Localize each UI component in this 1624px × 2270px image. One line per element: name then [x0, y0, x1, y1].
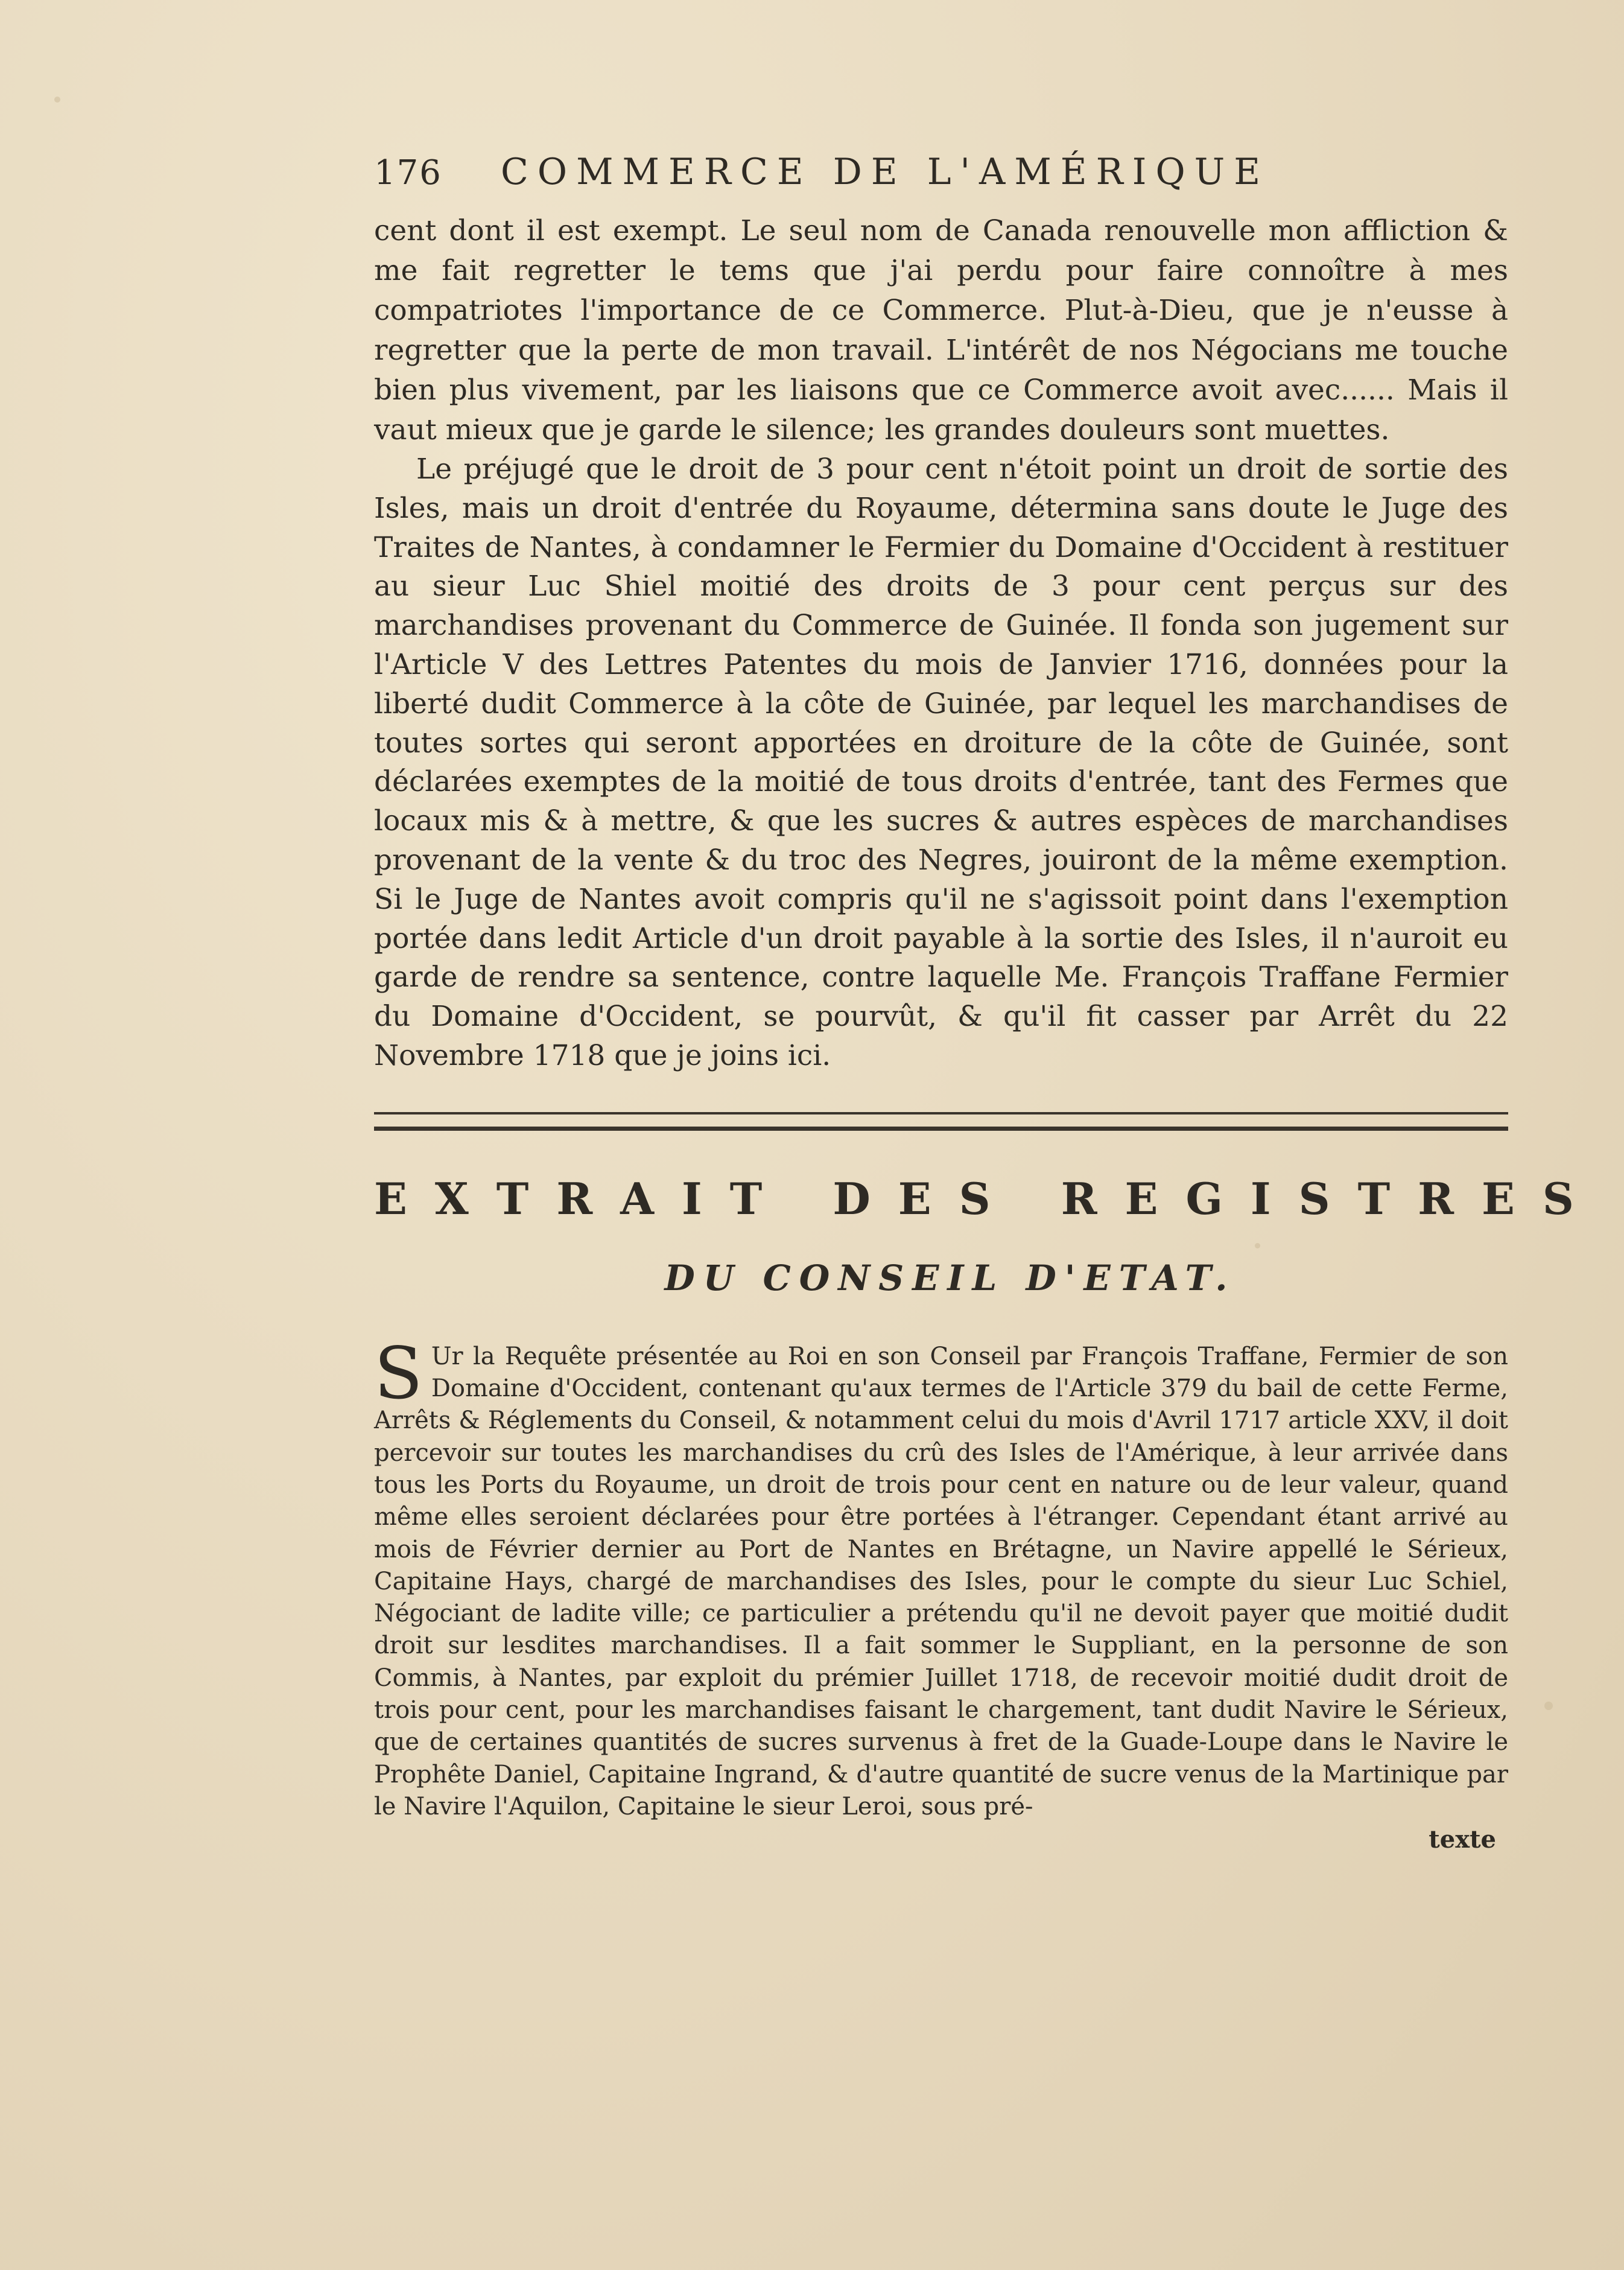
paragraph: cent dont il est exempt. Le seul nom de Canada renouvelle mon affliction & me fait regretter le tems que j'ai perdu pour faire connoître à mes compatriotes l'importance de ce Commerce. Plut-à-Dieu, que je n'eusse à regretter que la perte de mon travail. L'intérêt de nos Négocians me touche bien plus vivement, par les liaisons que ce Commerce avoit avec...... Mais il vaut mieux que je garde le silence; les grandes douleurs sont muettes. [374, 214, 1508, 447]
decree-body: Ur la Requête présentée au Roi en son Conseil par François Traffane, Fermier de son Domaine d'Occident, contenant qu'aux termes de l'Article 379 du bail de cette Ferme, Arrêts & Réglements du Conseil, & notamment celui du mois d'Avril 1717 article XXV, il doit percevoir sur toutes les marchandises du crû des Isles de l'Amérique, à leur arrivée dans tous les Ports du Royaume, un droit de trois pour cent en nature ou de leur valeur, quand même elles seroient déclarées pour être portées à l'étranger. Cependant étant arrivé au mois de Février dernier au Port de Nantes en Brétagne, un Navire appellé le Sérieux, Capitaine Hays, chargé de marchandises des Isles, pour le compte du sieur Luc Schiel, Négociant de ladite ville; ce particulier a prétendu qu'il ne devoit payer que moitié dudit droit sur lesdites marchandises. Il a fait sommer le Suppliant, en la personne de son Commis, à Nantes, par exploit du prémier Juillet 1718, de recevoir moitié dudit droit de trois pour cent, pour les marchandises faisant le chargement, tant dudit Navire le Sérieux, que de certaines quantités de sucres survenus à fret de la Guade-Loupe dans le Navire le Prophête Daniel, Capitaine Ingrand, & d'autre quantité de sucre venus de la Martinique par le Navire l'Aquilon, Capitaine le sieur Leroi, sous pré- [374, 1342, 1508, 1820]
ornamental-rule [374, 1112, 1508, 1131]
page-number: 176 [374, 153, 442, 192]
page-header [374, 151, 1508, 205]
section-subheading: DU CONSEIL D'ETAT. [664, 1257, 1236, 1299]
section-heading: EXTRAIT DES REGISTRES [374, 1172, 1602, 1224]
drop-cap: S [374, 1331, 423, 1415]
catchword: texte [1429, 1825, 1496, 1854]
paper-stain [54, 97, 60, 103]
book-page [374, 151, 1602, 1854]
paper-stain [1544, 1702, 1553, 1710]
decree-text [374, 1331, 1508, 1823]
paragraph: Le préjugé que le droit de 3 pour cent n'étoit point un droit de sortie des Isles, mais un droit d'entrée du Royaume, détermina sans doute le Juge des Traites de Nantes, à condamner le Fermier du Domaine d'Occident à restituer au sieur Luc Shiel moitié des droits de 3 pour cent perçus sur des marchandises provenant du Commerce de Guinée. Il fonda son jugement sur l'Article V des Lettres Patentes du mois de Janvier 1716, données pour la liberté dudit Commerce à la côte de Guinée, par lequel les marchandises de toutes sortes qui seront apportées en droiture de la côte de Guinée, sont déclarées exemptes de la moitié de tous droits d'entrée, tant des Fermes que locaux mis & à mettre, & que les sucres & autres espèces de marchandises provenant de la vente & du troc des Negres, jouiront de la même exemption. Si le Juge de Nantes avoit compris qu'il ne s'agissoit point dans l'exemption portée dans ledit Article d'un droit payable à la sortie des Isles, il n'auroit eu garde de rendre sa sentence, contre laquelle Me. François Traffane Fermier du Domaine d'Occident, se pourvût, & qu'il fit casser par Arrêt du 22 Novembre 1718 que je joins ici. [374, 453, 1508, 1072]
running-title: COMMERCE DE L'AMÉRIQUE [501, 151, 1270, 193]
